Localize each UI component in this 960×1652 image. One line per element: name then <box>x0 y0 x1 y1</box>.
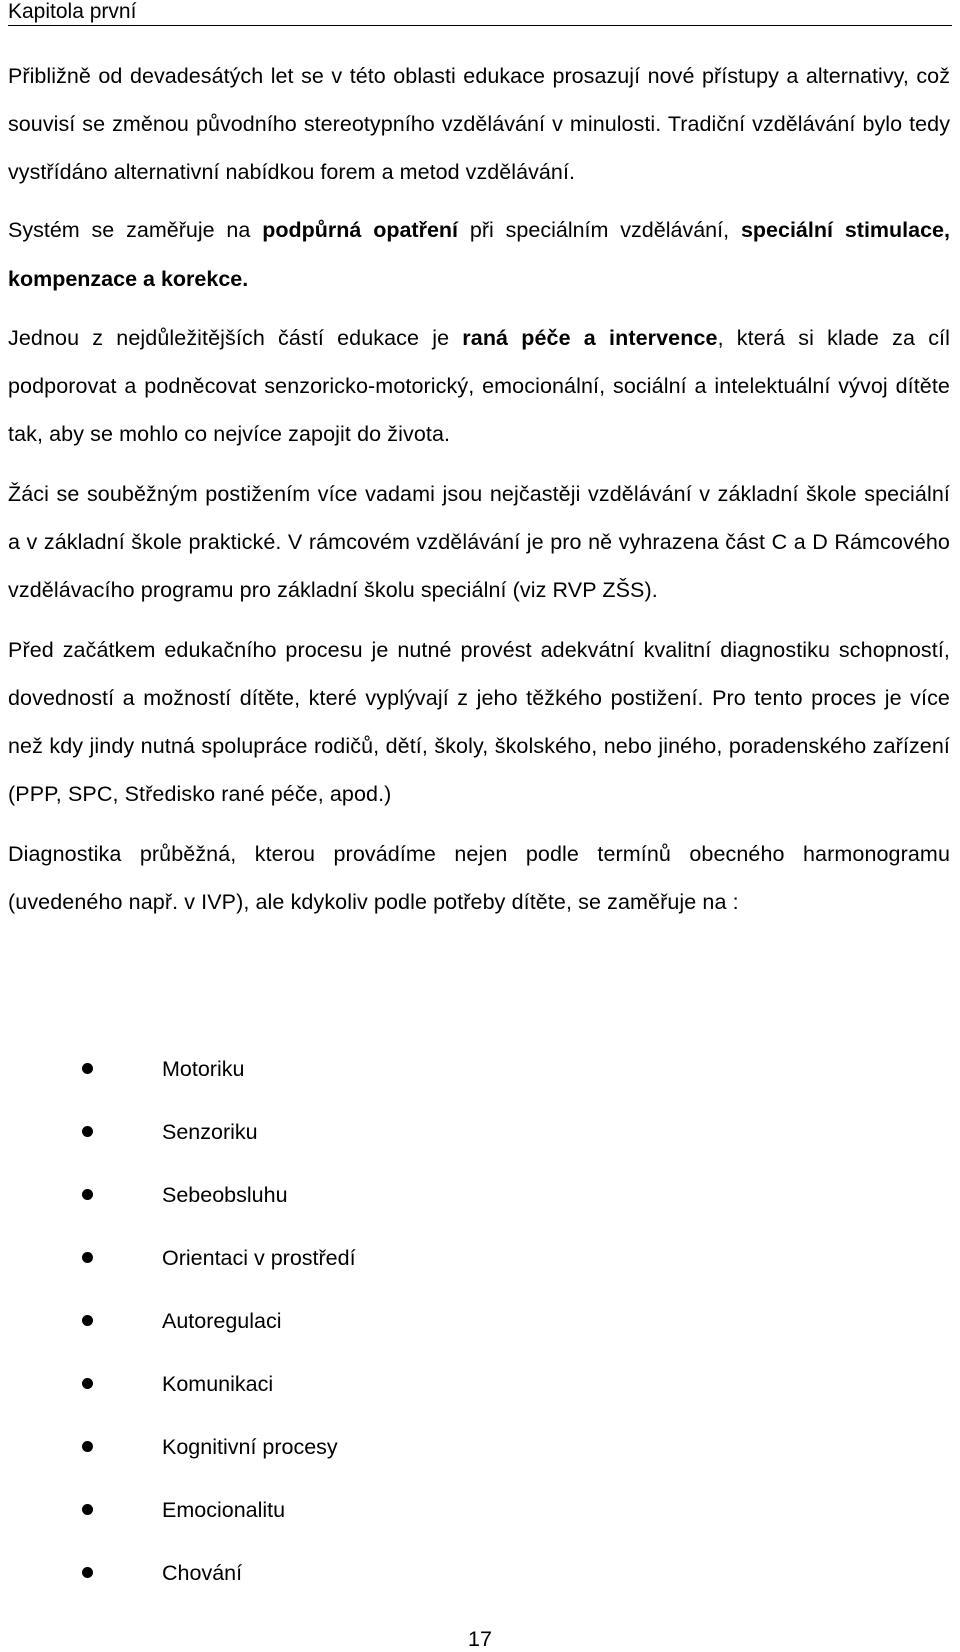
list-item-label: Sebeobsluhu <box>162 1183 288 1207</box>
list-item-label: Motoriku <box>162 1057 245 1081</box>
bullet-icon <box>82 1378 93 1389</box>
paragraph-text: Systém se zaměřuje na <box>8 218 263 242</box>
list-item <box>0 1369 942 1432</box>
list-item-label: Chování <box>162 1561 243 1585</box>
bullet-icon <box>82 1252 93 1263</box>
list-item <box>0 1495 942 1558</box>
paragraph-diagnostics-before: Před začátkem edukačního procesu je nutné provést adekvátní kvalitní diagnostiku schopností, dovedností a možností dítěte, které vyplývají z jeho těžkého postižení. Pro tento proces je více než kdy jindy nutná spolupráce rodičů, dětí, školy, školského, nebo jiného, poradenského zařízení (PPP, SPC, Středisko rané péče, apod.) <box>8 638 950 806</box>
paragraph-early-care <box>8 314 950 458</box>
list-item <box>0 1243 942 1306</box>
list-item-label: Autoregulaci <box>162 1309 282 1333</box>
list-item <box>0 1180 942 1243</box>
paragraph-text: Jednou z nejdůležitějších částí edukace je <box>8 326 463 350</box>
list-item-label: Senzoriku <box>162 1120 258 1144</box>
bold-early-care: raná péče a intervence <box>462 326 718 350</box>
list-item <box>0 1117 942 1180</box>
bullet-icon <box>82 1504 93 1515</box>
bold-special-stimulation: speciální stimulace, kompenzace a korekce. <box>8 218 950 291</box>
paragraph-pupils-education: Žáci se souběžným postižením více vadami jsou nejčastěji vzdělávání v základní škole speciální a v základní škole praktické. V rámcovém vzdělávání je pro ně vyhrazena část C a D Rámcového vzdělávacího programu pro základní školu speciální (viz RVP ZŠS). <box>8 482 950 602</box>
bullet-icon <box>82 1441 93 1452</box>
running-header <box>8 0 952 26</box>
page-number: 17 <box>468 1627 492 1651</box>
paragraph-text: , která si klade za cíl podporovat a podněcovat senzoricko-motorický, emocionální, sociální a intelektuální vývoj dítěte tak, aby se mohlo co nejvíce zapojit do života. <box>8 326 950 446</box>
list-item-label: Komunikaci <box>162 1372 274 1396</box>
list-item-label: Emocionalitu <box>162 1498 286 1522</box>
list-item <box>0 1432 942 1495</box>
bullet-icon <box>82 1567 93 1578</box>
chapter-title: Kapitola první <box>8 0 137 23</box>
focus-areas-list <box>0 1054 942 1621</box>
bold-support-measures: podpůrná opatření <box>262 218 459 242</box>
list-item-label: Kognitivní procesy <box>162 1435 338 1459</box>
bullet-icon <box>82 1315 93 1326</box>
body-text <box>8 52 950 926</box>
bullet-icon <box>82 1189 93 1200</box>
paragraph-support-measures <box>8 206 950 304</box>
bullet-icon <box>82 1126 93 1137</box>
list-item <box>0 1306 942 1369</box>
list-item <box>0 1558 942 1621</box>
paragraph-ongoing-diagnostics: Diagnostika průběžná, kterou provádíme nejen podle termínů obecného harmonogramu (uvedeného např. v IVP), ale kdykoliv podle potřeby dítěte, se zaměřuje na : <box>8 842 950 914</box>
bullet-icon <box>82 1063 93 1074</box>
paragraph-text: při speciálním vzdělávání, <box>458 218 741 242</box>
paragraph-alternative-approaches: Přibližně od devadesátých let se v této oblasti edukace prosazují nové přístupy a alternativy, což souvisí se změnou původního stereotypního vzdělávání v minulosti. Tradiční vzdělávání bylo tedy vystřídáno alternativní nabídkou forem a metod vzdělávání. <box>8 64 950 184</box>
list-item-label: Orientaci v prostředí <box>162 1246 356 1270</box>
list-item <box>0 1054 942 1117</box>
